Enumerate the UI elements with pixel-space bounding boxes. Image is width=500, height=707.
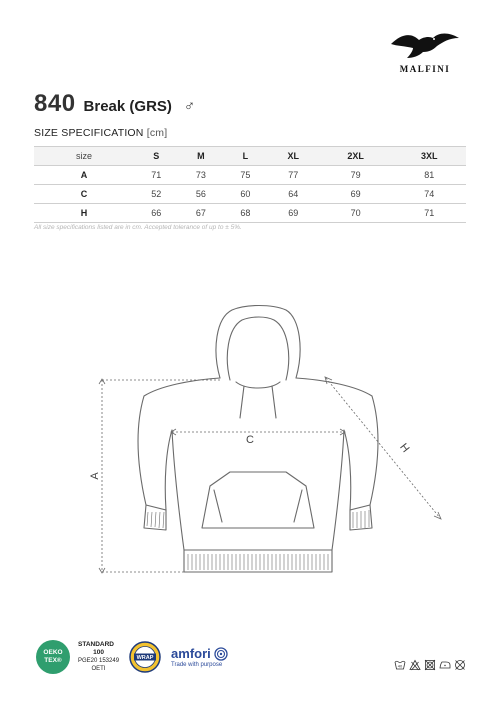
table-row — [34, 166, 466, 185]
table-cell: 77 — [268, 166, 319, 185]
table-cell: 71 — [134, 166, 179, 185]
oeko-tex-info — [78, 641, 119, 673]
male-gender-icon: ♂ — [183, 98, 196, 115]
wrap-label: WRAP — [136, 655, 154, 662]
table-cell: 64 — [268, 185, 319, 204]
table-row — [34, 204, 466, 223]
brand-name: MALFINI — [399, 64, 451, 74]
amfori-name: amfori — [171, 646, 211, 661]
amfori-logo — [171, 646, 228, 668]
row-label: C — [34, 185, 134, 204]
brand-logo — [386, 28, 464, 74]
oeko-badge-line2: TEX® — [44, 657, 62, 664]
column-header: size — [34, 147, 134, 166]
table-cell: 52 — [134, 185, 179, 204]
no-bleach-icon — [409, 659, 421, 671]
table-cell: 60 — [223, 185, 268, 204]
row-label: A — [34, 166, 134, 185]
eagle-icon — [389, 28, 461, 62]
model-number: 840 — [34, 90, 76, 117]
table-cell: 68 — [223, 204, 268, 223]
wash-temperature: 40 — [397, 663, 403, 669]
product-title — [34, 90, 195, 118]
size-spec-unit: [cm] — [146, 127, 168, 139]
table-row — [34, 185, 466, 204]
table-cell: 73 — [179, 166, 224, 185]
column-header: M — [179, 147, 224, 166]
table-cell: 69 — [268, 204, 319, 223]
amfori-tagline: Trade with purpose — [171, 662, 223, 668]
amfori-circle-icon — [214, 647, 228, 661]
wrap-certified-icon — [129, 641, 161, 673]
table-cell: 66 — [134, 204, 179, 223]
no-dry-clean-icon — [454, 659, 466, 671]
column-header: XL — [268, 147, 319, 166]
hood-opening — [227, 317, 288, 380]
measurement-c-label: C — [246, 434, 254, 446]
column-header: L — [223, 147, 268, 166]
oeko-tex-badge — [36, 640, 70, 674]
waistband — [184, 550, 332, 572]
model-name: Break (GRS) — [83, 98, 172, 115]
size-table-header — [34, 147, 466, 166]
oeko-standard-number: 100 — [93, 649, 104, 656]
hoodie-diagram — [60, 300, 460, 600]
table-cell: 74 — [392, 185, 466, 204]
table-cell: 56 — [179, 185, 224, 204]
tolerance-note: All size specifications listed are in cm. Accepted tolerance of up to ± 5%. — [34, 224, 242, 231]
iron-low-icon — [439, 659, 451, 671]
drawstring-right — [272, 386, 276, 418]
size-table — [34, 146, 466, 223]
row-label: H — [34, 204, 134, 223]
table-cell: 81 — [392, 166, 466, 185]
measurement-a-line — [99, 379, 220, 573]
no-tumble-dry-icon — [424, 659, 436, 671]
table-cell: 70 — [319, 204, 393, 223]
table-cell: 79 — [319, 166, 393, 185]
measurement-c-line — [171, 429, 345, 435]
care-symbols — [394, 659, 466, 671]
oeko-standard: STANDARD — [78, 641, 114, 648]
column-header: S — [134, 147, 179, 166]
size-spec-title: SIZE SPECIFICATION — [34, 127, 144, 139]
size-spec-heading — [34, 127, 167, 139]
measurement-h-label: H — [397, 441, 412, 455]
drawstring-left — [240, 386, 244, 418]
kangaroo-pocket — [202, 472, 314, 528]
table-cell: 75 — [223, 166, 268, 185]
oeko-badge-line1: OEKO — [43, 649, 63, 656]
table-cell: 71 — [392, 204, 466, 223]
oeko-institute: OETI — [91, 666, 106, 672]
certifications — [36, 640, 228, 674]
wash-40-icon — [394, 659, 406, 671]
table-cell: 67 — [179, 204, 224, 223]
hoodie-body — [138, 378, 378, 550]
column-header: 3XL — [392, 147, 466, 166]
column-header: 2XL — [319, 147, 393, 166]
table-cell: 69 — [319, 185, 393, 204]
measurement-a-label: A — [89, 472, 101, 480]
oeko-code: PGE20 153249 — [78, 658, 120, 664]
